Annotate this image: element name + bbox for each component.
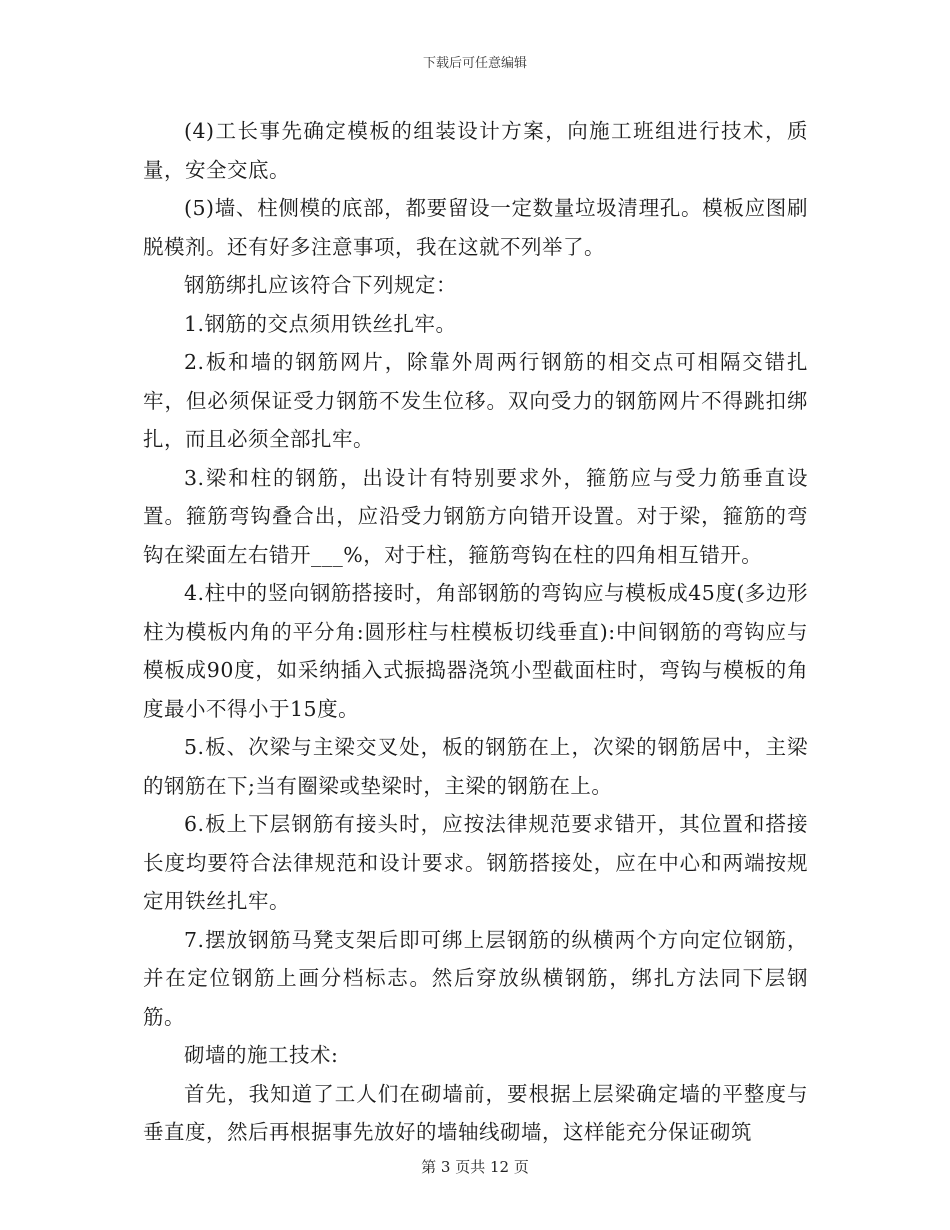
paragraph-rule-6: 6.板上下层钢筋有接头时，应按法律规范要求错开，其位置和搭接长度均要符合法律规范和设计要求。钢筋搭接处，应在中心和两端按规定用铁丝扎牢。: [143, 812, 808, 913]
paragraph-rebar-rules-heading: 钢筋绑扎应该符合下列规定：: [184, 273, 457, 297]
paragraph-masonry-intro: 首先，我知道了工人们在砌墙前，要根据上层梁确定墙的平整度与垂直度，然后再根据事先放好的墙轴线砌墙，这样能充分保证砌筑: [143, 1081, 808, 1144]
paragraph-cleanout-holes: (5)墙、柱侧模的底部，都要留设一定数量垃圾清理孔。模板应图刷脱模剂。还有好多注意事项，我在这就不列举了。: [143, 196, 808, 259]
paragraph-rule-3: 3.梁和柱的钢筋，出设计有特别要求外，箍筋应与受力筋垂直设置。箍筋弯钩叠合出，应沿受力钢筋方向错开设置。对于梁，箍筋的弯钩在梁面左右错开___%，对于柱，箍筋弯钩在柱的四角相互错开。: [143, 465, 808, 567]
paragraph-formwork-design: (4)工长事先确定模板的组装设计方案，向施工班组进行技术，质量，安全交底。: [143, 119, 808, 182]
paragraph-rule-4: 4.柱中的竖向钢筋搭接时，角部钢筋的弯钩应与模板成45度(多边形柱为模板内角的平分角:圆形柱与柱模板切线垂直):中间钢筋的弯钩应与模板成90度，如采纳插入式振捣器浇筑小型截面柱时，弯钩与模板的角度最小不得小于15度。: [143, 581, 808, 721]
paragraph-rule-7: 7.摆放钢筋马凳支架后即可绑上层钢筋的纵横两个方向定位钢筋，并在定位钢筋上画分档标志。然后穿放纵横钢筋，绑扎方法同下层钢筋。: [143, 927, 808, 1029]
paragraph-masonry-heading: 砌墙的施工技术:: [184, 1043, 339, 1067]
paragraph-rule-2: 2.板和墙的钢筋网片，除靠外周两行钢筋的相交点可相隔交错扎牢，但必须保证受力钢筋不发生位移。双向受力的钢筋网片不得跳扣绑扎，而且必须全部扎牢。: [143, 350, 808, 451]
document-body: [143, 112, 808, 1152]
paragraph-rule-1: 1.钢筋的交点须用铁丝扎牢。: [184, 311, 457, 336]
paragraph-rule-5: 5.板、次梁与主梁交叉处，板的钢筋在上，次梁的钢筋居中，主梁的钢筋在下;当有圈梁或垫梁时，主梁的钢筋在上。: [143, 735, 808, 798]
page-header: 下载后可任意编辑: [422, 56, 527, 71]
page-footer: 第 3 页共 12 页: [421, 1158, 529, 1176]
